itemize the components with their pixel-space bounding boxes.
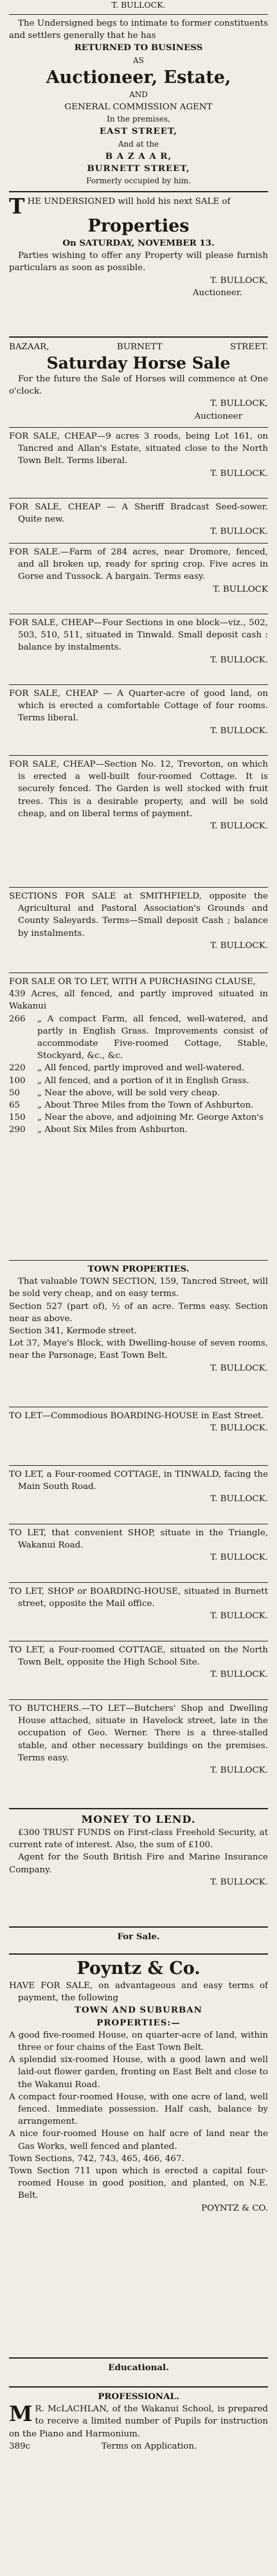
ad-body: £300 TRUST FUNDS on First-class Freehold Security, at current rate of interest. Also, the sum of £100. xyxy=(9,1828,268,1850)
ad-poyntz xyxy=(9,1950,268,2349)
ad-body: Section 341, Kermode street. xyxy=(9,1326,137,1337)
ad-terms: Terms on Application. xyxy=(101,2441,197,2451)
ad-body: FOR SALE.—Farm of 284 acres, near Dromore, fenced, and all broken up, ready for spring crop. Five acres in Gorse and Tussock. A bargain. Terms easy. xyxy=(9,547,268,582)
divider xyxy=(9,1926,268,1928)
divider xyxy=(9,427,268,428)
ad-signature: T. BULLOCK, xyxy=(210,399,268,409)
acreage-description: „ All fenced, and a portion of it in English Grass. xyxy=(37,1075,249,1086)
ad-smithfield-sections xyxy=(9,884,268,968)
ad-line: GENERAL COMMISSION AGENT xyxy=(64,102,213,113)
ad-signature: T. BULLOCK. xyxy=(210,1423,268,1434)
ad-role: Auctioneer. xyxy=(192,288,242,298)
acreage-row xyxy=(9,1075,268,1087)
ad-line: BURNETT STREET, xyxy=(87,163,190,174)
property-listing: A compact four-roomed House, with one acre of land, well fenced. Immediate possession. Half cash, balance by arrangement. xyxy=(9,2092,268,2127)
ad-signature: T. BULLOCK. xyxy=(210,726,268,736)
ad-for-sale-farm xyxy=(9,540,268,609)
ad-signature: T. BULLOCK, xyxy=(210,275,268,286)
ad-signature: T. BULLOCK. xyxy=(210,1363,268,1373)
ad-purchasing-clause xyxy=(9,970,268,1256)
ad-line: AND xyxy=(129,89,148,99)
property-listing: A nice four-roomed House on half acre of land near the Gas Works, well fenced and planted. xyxy=(9,2129,268,2151)
ad-body: TO BUTCHERS.—TO LET—Butchers' Shop and Dwelling House attached, situate in Havelock street, late in the occupation of Geo. Werner. There is a three-stalled stable, and other necessary buildings on the premises. Terms easy. xyxy=(9,1704,268,1763)
divider xyxy=(9,14,268,15)
divider xyxy=(9,684,268,685)
ad-professional xyxy=(9,2383,268,2576)
acreage-row xyxy=(9,1013,268,1063)
ad-date: On SATURDAY, NOVEMBER 13. xyxy=(62,238,215,248)
running-head xyxy=(9,0,268,13)
ad-body: TO LET, that convenient SHOP, situate in the Triangle, Wakanui Road. xyxy=(9,1528,268,1551)
property-listing: A good five-roomed House, on quarter-acre of land, within three or four chains of the East Town Belt. xyxy=(9,2030,268,2053)
ad-intro: The Undersigned begs to intimate to former constituents and settlers generally that he has xyxy=(9,19,268,41)
acreage-description: „ Near the above, will be sold very cheap. xyxy=(37,1088,220,1098)
acreage-number: 50 xyxy=(9,1088,21,1098)
divider xyxy=(9,1808,268,1809)
ad-body: Parties wishing to offer any Property will please furnish particulars as soon as possible. xyxy=(9,251,268,273)
property-listing: Town Section 711 upon which is erected a capital four-roomed House in good position, and planted, on N.E. Belt. xyxy=(9,2166,268,2201)
ad-returned-to-business xyxy=(9,12,268,187)
ad-heading: FOR SALE OR TO LET, WITH A PURCHASING CLAUSE, xyxy=(9,977,256,987)
drop-cap: T xyxy=(9,194,25,219)
ad-body: SECTIONS FOR SALE at SMITHFIELD, opposite the Agricultural and Pastoral Association's Grounds and County Saleyards. Terms—Small deposit Cash ; balance by instalments. xyxy=(9,891,268,938)
ad-line: AS xyxy=(133,55,144,65)
ad-location xyxy=(9,341,268,353)
acreage-row xyxy=(9,1099,268,1111)
ad-body: Section 527 (part of), ½ of an acre. Terms easy. Section near as above. xyxy=(9,1301,268,1324)
ad-body: R. McLACHLAN, of the Wakanui School, is prepared to receive a limited number of Pupils for instruction on the Piano and Harmonium. xyxy=(9,2404,268,2439)
ad-title: Auctioneer, Estate, xyxy=(46,67,231,87)
ad-body: FOR SALE, CHEAP — A Sheriff Bradcast Seed-sower. Quite new. xyxy=(9,502,268,525)
ad-body: TO LET, a Four-roomed COTTAGE, in TINWALD, facing the Main South Road. xyxy=(9,1470,268,1492)
ad-signature: T. BULLOCK. xyxy=(210,1877,268,1887)
property-listing: Town Sections, 742, 743, 465, 466, 467. xyxy=(9,2153,184,2164)
ad-title: Saturday Horse Sale xyxy=(46,354,231,372)
ad-body: FOR SALE, CHEAP—Four Sections in one block—viz., 502, 503, 510, 511, situated in Tinwald. Small deposit cash : balance by instalments. xyxy=(9,618,268,653)
ad-body: TO LET, SHOP or BOARDING-HOUSE, situated in Burnett street, opposite the Mail office. xyxy=(9,1587,268,1609)
ad-properties xyxy=(9,188,268,333)
acreage-description: „ About Three Miles from the Town of Ashburton. xyxy=(37,1101,254,1111)
drop-cap: M xyxy=(9,2401,33,2427)
ad-body: TO LET—Commodious BOARDING-HOUSE in East Street. xyxy=(9,1411,264,1421)
ad-to-let-tinwald-cottage xyxy=(9,1463,268,1519)
divider xyxy=(9,1465,268,1466)
acreage-number: 100 xyxy=(9,1075,26,1086)
ad-for-sale-trevorton xyxy=(9,753,268,882)
divider xyxy=(9,2357,268,2359)
ad-signature: T. BULLOCK. xyxy=(210,1494,268,1504)
ad-line: B A Z A A R, xyxy=(105,151,172,161)
location-mid: BURNETT xyxy=(116,342,163,352)
ad-intro: HE UNDERSIGNED will hold his next SALE of xyxy=(27,197,231,206)
acreage-description: „ About Six Miles from Ashburton. xyxy=(37,1125,188,1135)
acreage-description: „ A compact Farm, all fenced, well-watered, and partly in English Grass. Improvements consist of accommodate Five-roomed Cottage, Stable, Stockyard, &c., &c. xyxy=(37,1014,268,1061)
ad-body: That valuable TOWN SECTION, 159, Tancred Street, will be sold very cheap, and on easy terms. xyxy=(9,1277,268,1299)
ad-subheading: PROPERTIES:— xyxy=(96,2017,181,2028)
acreage-row xyxy=(9,1124,268,1136)
ad-signature: POYNTZ & CO. xyxy=(201,2203,268,2213)
divider xyxy=(9,191,268,192)
location-right: STREET. xyxy=(230,342,268,352)
acreage-number: 290 xyxy=(9,1125,26,1135)
location-left: BAZAAR, xyxy=(9,342,49,352)
ad-to-let-boarding-house xyxy=(9,1404,268,1461)
ad-line: EAST STREET, xyxy=(99,126,178,137)
ad-body: Agent for the South British Fire and Marine Insurance Company. xyxy=(9,1852,268,1875)
ad-subheading: TOWN AND SUBURBAN xyxy=(75,2005,202,2016)
divider xyxy=(9,543,268,544)
acreage-number: 220 xyxy=(9,1063,26,1073)
divider xyxy=(9,887,268,888)
acreage-row xyxy=(9,1111,268,1124)
divider xyxy=(9,1260,268,1261)
section-heading-educational xyxy=(9,2354,268,2380)
divider xyxy=(9,755,268,756)
ad-for-sale-tinwald-sections xyxy=(9,611,268,680)
divider xyxy=(9,1953,268,1955)
ad-line: RETURNED TO BUSINESS xyxy=(74,42,203,53)
ad-signature: T. BULLOCK. xyxy=(210,1611,268,1621)
ad-signature: T. BULLOCK. xyxy=(210,527,268,537)
ad-signature: T. BULLOCK. xyxy=(210,1670,268,1680)
divider xyxy=(9,1582,268,1583)
running-head-text: T. BULLOCK. xyxy=(111,0,166,10)
ad-line: In the premises, xyxy=(107,114,170,124)
acreage-description: „ Near the above, and adjoining Mr. George Axton's xyxy=(37,1113,264,1123)
ad-signature: T. BULLOCK. xyxy=(210,655,268,665)
ad-body: FOR SALE, CHEAP—Section No. 12, Trevorton, on which is erected a well-built four-roomed Cottage. It is securely fenced. The Garden is well stocked with fruit trees. This is a desirable property, and will be sold cheap, and on liberal terms of payment. xyxy=(9,760,268,819)
ad-heading: PROFESSIONAL. xyxy=(98,2391,179,2402)
ad-signature: T. BULLOCK. xyxy=(210,1766,268,1776)
ad-title: Poyntz & Co. xyxy=(76,1959,201,1978)
ad-for-sale-lot-161 xyxy=(9,425,268,493)
ad-body: FOR SALE, CHEAP—9 acres 3 roods, being Lot 161, on Tancred and Allan's Estate, situated close to the North Town Belt. Terms liberal. xyxy=(9,432,268,466)
ad-for-sale-seed-sower xyxy=(9,495,268,538)
divider xyxy=(9,1699,268,1700)
ad-heading: TOWN PROPERTIES. xyxy=(87,1264,190,1274)
divider xyxy=(9,336,268,338)
ad-to-let-north-belt-cottage xyxy=(9,1638,268,1695)
acreage-number: 150 xyxy=(9,1113,26,1123)
acreage-row xyxy=(9,1087,268,1099)
acreage-number: 65 xyxy=(9,1101,21,1111)
section-heading-for-sale xyxy=(9,1923,268,1948)
acreage-description: „ All fenced, partly improved and well-watered. xyxy=(37,1063,245,1073)
ad-to-butchers xyxy=(9,1697,268,1803)
property-listing: A splendid six-roomed House, with a good lawn and well laid-out flower garden, fronting on East Belt and close to the Wakanui Road. xyxy=(9,2055,268,2090)
ad-line: And at the xyxy=(118,139,159,149)
ad-to-let-shop xyxy=(9,1521,268,1578)
ad-body: FOR SALE, CHEAP — A Quarter-acre of good land, on which is erected a comfortable Cottage of four rooms. Terms liberal. xyxy=(9,689,268,724)
ad-for-sale-quarter-acre xyxy=(9,682,268,751)
ad-body: TO LET, a Four-roomed COTTAGE, situated on the North Town Belt, opposite the High School Site. xyxy=(9,1645,268,1668)
section-heading: Educational. xyxy=(108,2362,169,2373)
ad-signature: T. BULLOCK. xyxy=(210,1553,268,1563)
ad-intro: HAVE FOR SALE, on advantageous and easy terms of payment, the following xyxy=(9,1981,268,2004)
ad-signature: T. BULLOCK. xyxy=(210,821,268,832)
acreage-row xyxy=(9,1062,268,1074)
ad-title: Properties xyxy=(87,216,190,236)
ad-town-properties xyxy=(9,1257,268,1402)
divider xyxy=(9,2386,268,2388)
ad-horse-sale xyxy=(9,333,268,423)
ad-money-to-lend xyxy=(9,1805,268,1921)
ad-line: Formerly occupied by him. xyxy=(86,176,191,186)
ad-role: Auctioneer xyxy=(194,411,242,421)
ad-signature: T. BULLOCK xyxy=(213,584,268,594)
ad-signature: T. BULLOCK. xyxy=(210,940,268,951)
ad-body: For the future the Sale of Horses will commence at One o'clock. xyxy=(9,374,268,397)
ad-body: Lot 37, Maye's Block, with Dwelling-house of seven rooms, near the Parsonage, East Town Belt. xyxy=(9,1338,268,1361)
ad-footer xyxy=(9,2440,268,2453)
ad-title: MONEY TO LEND. xyxy=(81,1813,196,1825)
ad-to-let-shop-or-boarding-house xyxy=(9,1580,268,1636)
ad-signature: T. BULLOCK. xyxy=(210,468,268,479)
acreage-number: 266 xyxy=(9,1014,26,1024)
ad-fragment: 389c xyxy=(9,2441,31,2451)
section-heading: For Sale. xyxy=(117,1932,160,1942)
ad-intro: 439 Acres, all fenced, and partly improved situated in Wakanui xyxy=(9,989,268,1012)
